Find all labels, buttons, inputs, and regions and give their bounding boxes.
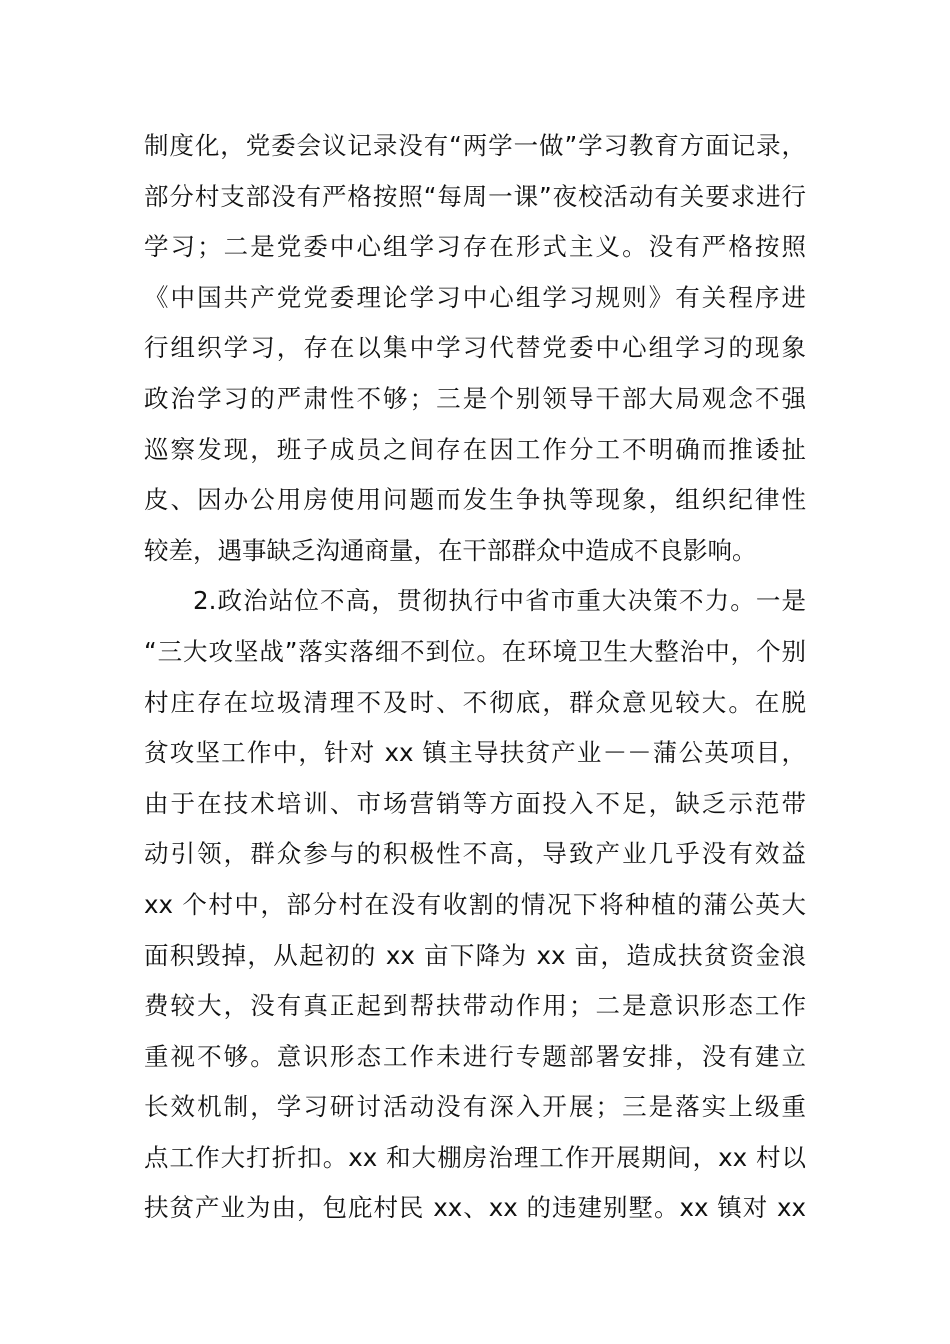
- paragraph-2-line: 贫攻坚工作中，针对 xx 镇主导扶贫产业－－蒲公英项目，: [144, 738, 806, 768]
- paragraph-1-line: 学习；二是党委中心组学习存在形式主义。没有严格按照: [144, 232, 806, 262]
- paragraph-2-line: 点工作大打折扣。xx 和大棚房治理工作开展期间，xx 村以: [144, 1142, 806, 1172]
- paragraph-2-line: 村庄存在垃圾清理不及时、不彻底，群众意见较大。在脱: [144, 687, 806, 717]
- paragraph-1-line: 制度化，党委会议记录没有“两学一做”学习教育方面记录，: [144, 131, 806, 160]
- paragraph-1-line: 部分村支部没有严格按照“每周一课”夜校活动有关要求进行: [144, 181, 806, 211]
- paragraph-1-line: 较差，遇事缺乏沟通商量，在干部群众中造成不良影响。: [144, 535, 757, 565]
- paragraph-2-line: 2.政治站位不高，贯彻执行中省市重大决策不力。一是: [193, 586, 806, 616]
- paragraph-1-line: 《中国共产党党委理论学习中心组学习规则》有关程序进: [144, 282, 806, 312]
- paragraph-2-line: 重视不够。意识形态工作未进行专题部署安排，没有建立: [144, 1041, 806, 1071]
- document-body: [144, 121, 806, 1234]
- paragraph-1-line: 皮、因办公用房使用问题而发生争执等现象，组织纪律性: [144, 485, 806, 515]
- paragraph-2-line: 费较大，没有真正起到帮扶带动作用；二是意识形态工作: [144, 991, 806, 1021]
- paragraph-2-line: “三大攻坚战”落实落细不到位。在环境卫生大整治中，个别: [144, 636, 806, 666]
- paragraph-1-line: 行组织学习，存在以集中学习代替党委中心组学习的现象: [144, 333, 806, 363]
- paragraph-2-line: 长效机制，学习研讨活动没有深入开展；三是落实上级重: [144, 1092, 806, 1122]
- paragraph-1-line: 政治学习的严肃性不够；三是个别领导干部大局观念不强: [144, 383, 806, 413]
- paragraph-2-line: 扶贫产业为由，包庇村民 xx、xx 的违建别墅。xx 镇对 xx: [144, 1193, 806, 1223]
- paragraph-2-line: 由于在技术培训、市场营销等方面投入不足，缺乏示范带: [144, 788, 806, 818]
- paragraph-2-line: 面积毁掉，从起初的 xx 亩下降为 xx 亩，造成扶贫资金浪: [144, 940, 806, 970]
- paragraph-2-line: xx 个村中，部分村在没有收割的情况下将种植的蒲公英大: [144, 889, 806, 919]
- paragraph-1-line: 巡察发现，班子成员之间存在因工作分工不明确而推诿扯: [144, 434, 806, 464]
- paragraph-2-line: 动引领，群众参与的积极性不高，导致产业几乎没有效益: [144, 839, 806, 869]
